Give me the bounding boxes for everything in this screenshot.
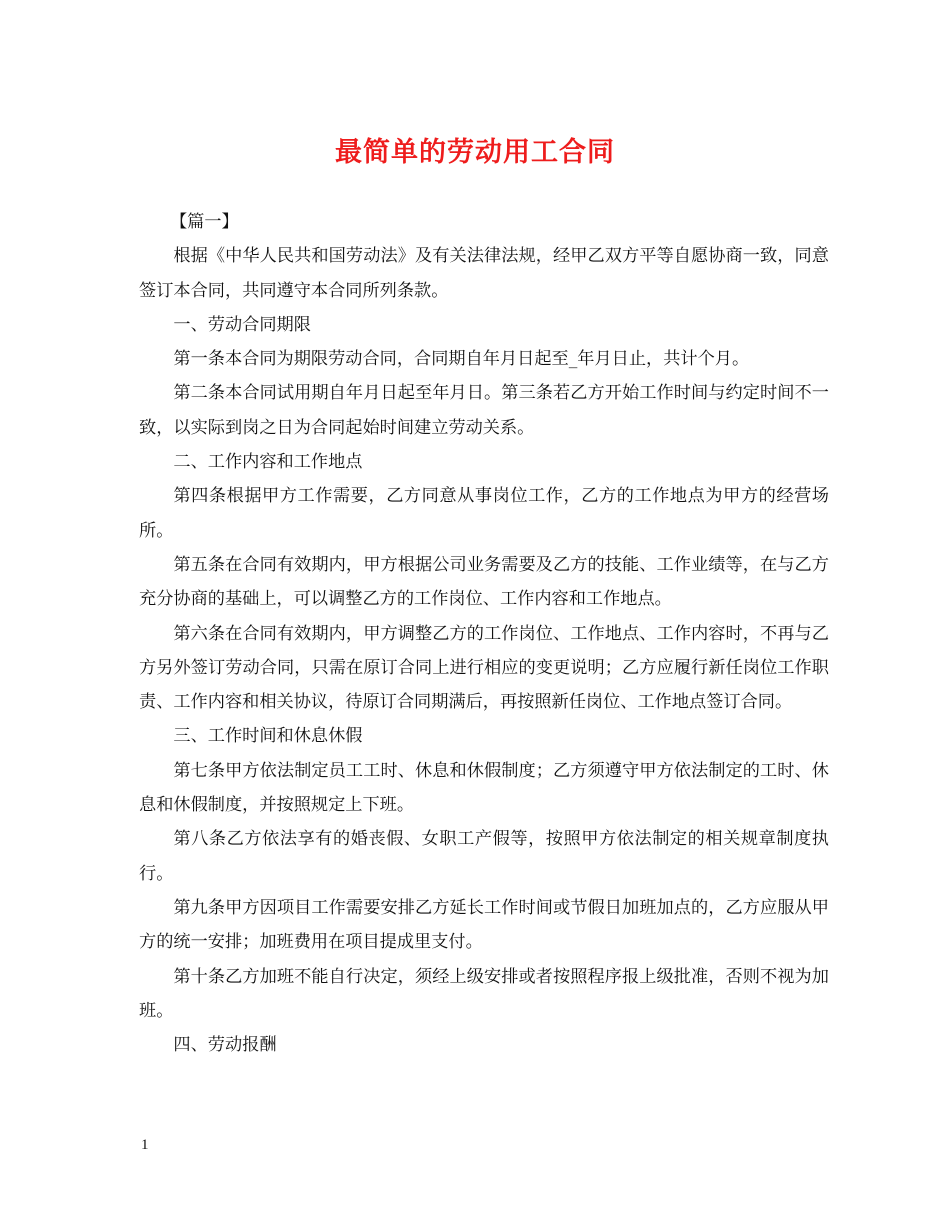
document-title: 最简单的劳动用工合同	[335, 137, 615, 168]
paragraph-article-7: 第七条甲方依法制定员工工时、休息和休假制度；乙方须遵守甲方依法制定的工时、休息和休假制度，并按照规定上下班。	[139, 760, 829, 816]
heading-work-content: 二、工作内容和工作地点	[173, 452, 363, 473]
heading-contract-term: 一、劳动合同期限	[173, 314, 311, 335]
paragraph-article-5: 第五条在合同有效期内，甲方根据公司业务需要及乙方的技能、工作业绩等，在与乙方充分协商的基础上，可以调整乙方的工作岗位、工作内容和工作地点。	[139, 554, 829, 610]
paragraph-article-6: 第六条在合同有效期内，甲方调整乙方的工作岗位、工作地点、工作内容时，不再与乙方另外签订劳动合同，只需在原订合同上进行相应的变更说明；乙方应履行新任岗位工作职责、工作内容和相关协议，待原订合同期满后，再按照新任岗位、工作地点签订合同。	[139, 623, 829, 713]
paragraph-article-8: 第八条乙方依法享有的婚丧假、女职工产假等，按照甲方依法制定的相关规章制度执行。	[139, 829, 829, 884]
section-tag: 【篇一】	[169, 212, 239, 232]
document-body	[139, 205, 829, 1062]
heading-remuneration: 四、劳动报酬	[173, 1035, 277, 1056]
paragraph-article-10: 第十条乙方加班不能自行决定，须经上级安排或者按照程序报上级批准，否则不视为加班。	[139, 966, 829, 1021]
paragraph-article-1: 第一条本合同为期限劳动合同，合同期自年月日起至_年月日止，共计个月。	[173, 349, 750, 370]
page-number: 1	[141, 1137, 149, 1153]
paragraph-article-9: 第九条甲方因项目工作需要安排乙方延长工作时间或节假日加班加点的，乙方应服从甲方的统一安排；加班费用在项目提成里支付。	[139, 897, 829, 953]
paragraph-article-2-3: 第二条本合同试用期自年月日起至年月日。第三条若乙方开始工作时间与约定时间不一致，以实际到岗之日为合同起始时间建立劳动关系。	[139, 383, 829, 438]
heading-work-hours: 三、工作时间和休息休假	[173, 726, 363, 747]
paragraph-preamble: 根据《中华人民共和国劳动法》及有关法律法规，经甲乙双方平等自愿协商一致，同意签订本合同，共同遵守本合同所列条款。	[139, 246, 829, 301]
paragraph-article-4: 第四条根据甲方工作需要，乙方同意从事岗位工作，乙方的工作地点为甲方的经营场所。	[139, 486, 829, 541]
